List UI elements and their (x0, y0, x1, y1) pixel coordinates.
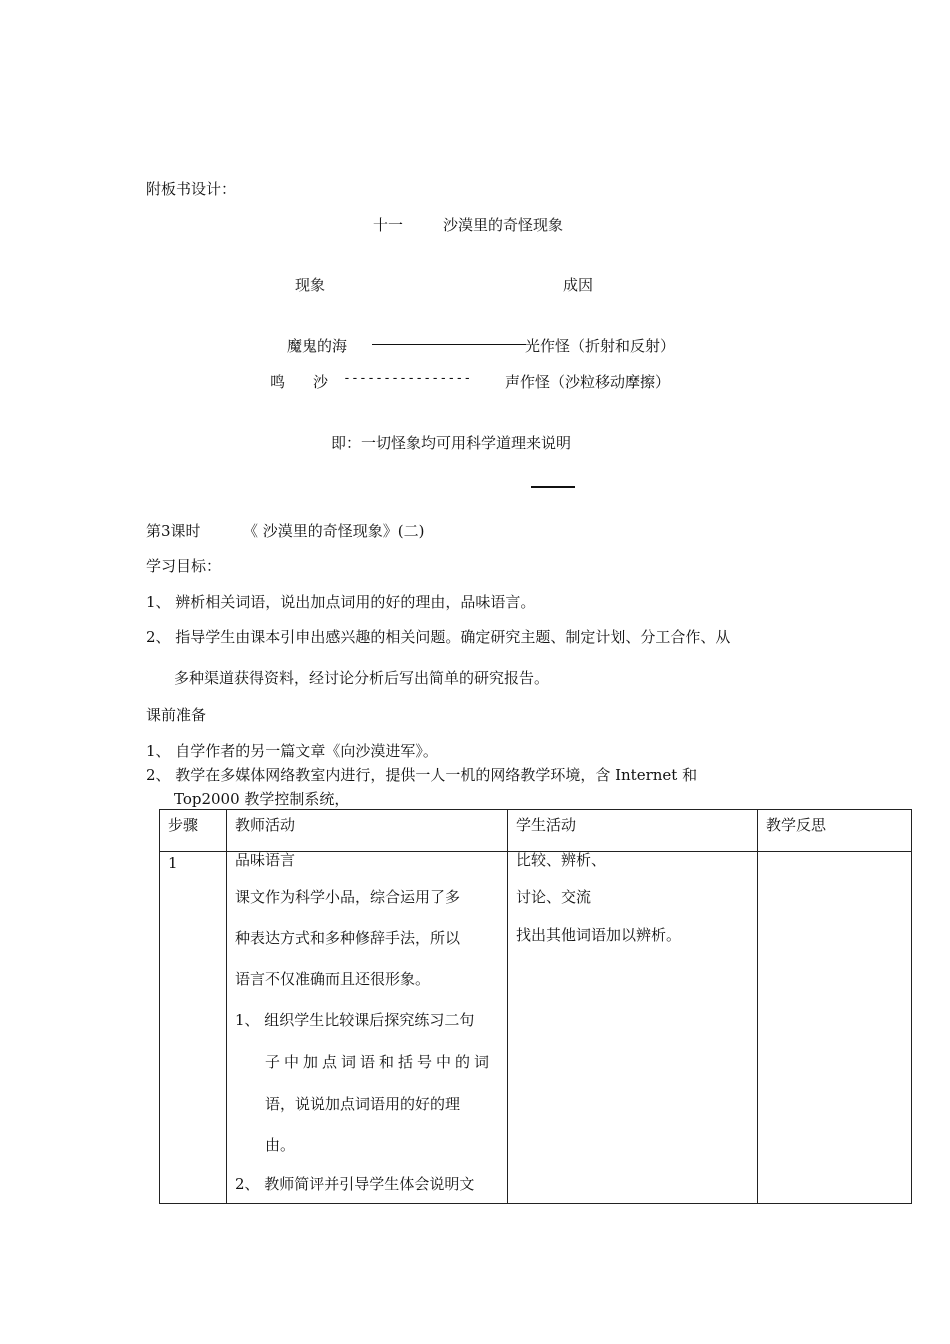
teacher-line: 2、 教师简评并引导学生体会说明文 (235, 1175, 475, 1193)
teacher-line: 1、 组织学生比较课后探究练习二句 (235, 1011, 475, 1029)
phenomenon-devil-sea: 魔鬼的海 (287, 337, 348, 355)
prep-item-2-line-2: Top2000 教学控制系统， (174, 790, 350, 808)
header-reflection: 教学反思 (758, 810, 912, 852)
board-title: 沙漠里的奇怪现象 (443, 216, 564, 234)
underline-mark (531, 486, 575, 488)
teacher-line: 语言不仅准确而且还很形象。 (235, 970, 431, 988)
student-line: 讨论、交流 (516, 888, 592, 906)
header-step: 步骤 (160, 810, 227, 852)
teacher-line: 语，说说加点词语用的好的理 (265, 1095, 461, 1113)
cause-sound: 声作怪（沙粒移动摩擦） (505, 373, 671, 391)
column-phenomenon-label: 现象 (295, 276, 326, 294)
teacher-line: 种表达方式和多种修辞手法，所以 (235, 929, 461, 947)
student-activity-cell (508, 852, 758, 1204)
teacher-line: 子中加点词语和括号中的词 (265, 1053, 494, 1071)
phenomenon-singing-sand-a: 鸣 (270, 373, 286, 391)
student-line: 比较、辨析、 (516, 851, 607, 869)
goal-item-2-line-2: 多种渠道获得资料，经讨论分析后写出简单的研究报告。 (174, 669, 550, 687)
board-heading: 附板书设计： (146, 180, 237, 198)
goal-item-2-line-1: 2、 指导学生由课本引申出感兴趣的相关问题。确定研究主题、制定计划、分工合作、从 (146, 628, 731, 646)
goal-item-1: 1、 辨析相关词语，说出加点词用的好的理由，品味语言。 (146, 593, 536, 611)
lesson-title: 《 沙漠里的奇怪现象》(二) (243, 522, 425, 540)
connector-line-solid (372, 344, 526, 345)
step-number: 1 (160, 852, 227, 1204)
lesson-label: 第3课时 (146, 522, 201, 540)
teacher-line: 由。 (265, 1136, 296, 1154)
teacher-line: 品味语言 (235, 851, 296, 869)
header-teacher-activity: 教师活动 (227, 810, 508, 852)
prep-heading: 课前准备 (146, 706, 207, 724)
teacher-line: 课文作为科学小品，综合运用了多 (235, 888, 461, 906)
goals-heading: 学习目标： (146, 557, 222, 575)
table-row (160, 852, 912, 1204)
teacher-activity-cell (227, 852, 508, 1204)
cause-light: 光作怪（折射和反射） (525, 337, 676, 355)
prep-item-1: 1、 自学作者的另一篇文章《向沙漠进军》。 (146, 742, 438, 760)
header-student-activity: 学生活动 (508, 810, 758, 852)
board-conclusion: 即：一切怪象均可用科学道理来说明 (331, 434, 572, 452)
prep-item-2-line-1: 2、 教学在多媒体网络教室内进行，提供一人一机的网络教学环境，含 Internet 和 (146, 766, 698, 784)
board-title-number: 十一 (373, 216, 404, 234)
phenomenon-singing-sand-b: 沙 (313, 373, 329, 391)
reflection-cell (758, 852, 912, 1204)
column-cause-label: 成因 (563, 276, 594, 294)
lesson-plan-table (159, 809, 912, 1204)
student-line: 找出其他词语加以辨析。 (516, 926, 682, 944)
connector-line-dashed: ---------------- (343, 371, 472, 386)
